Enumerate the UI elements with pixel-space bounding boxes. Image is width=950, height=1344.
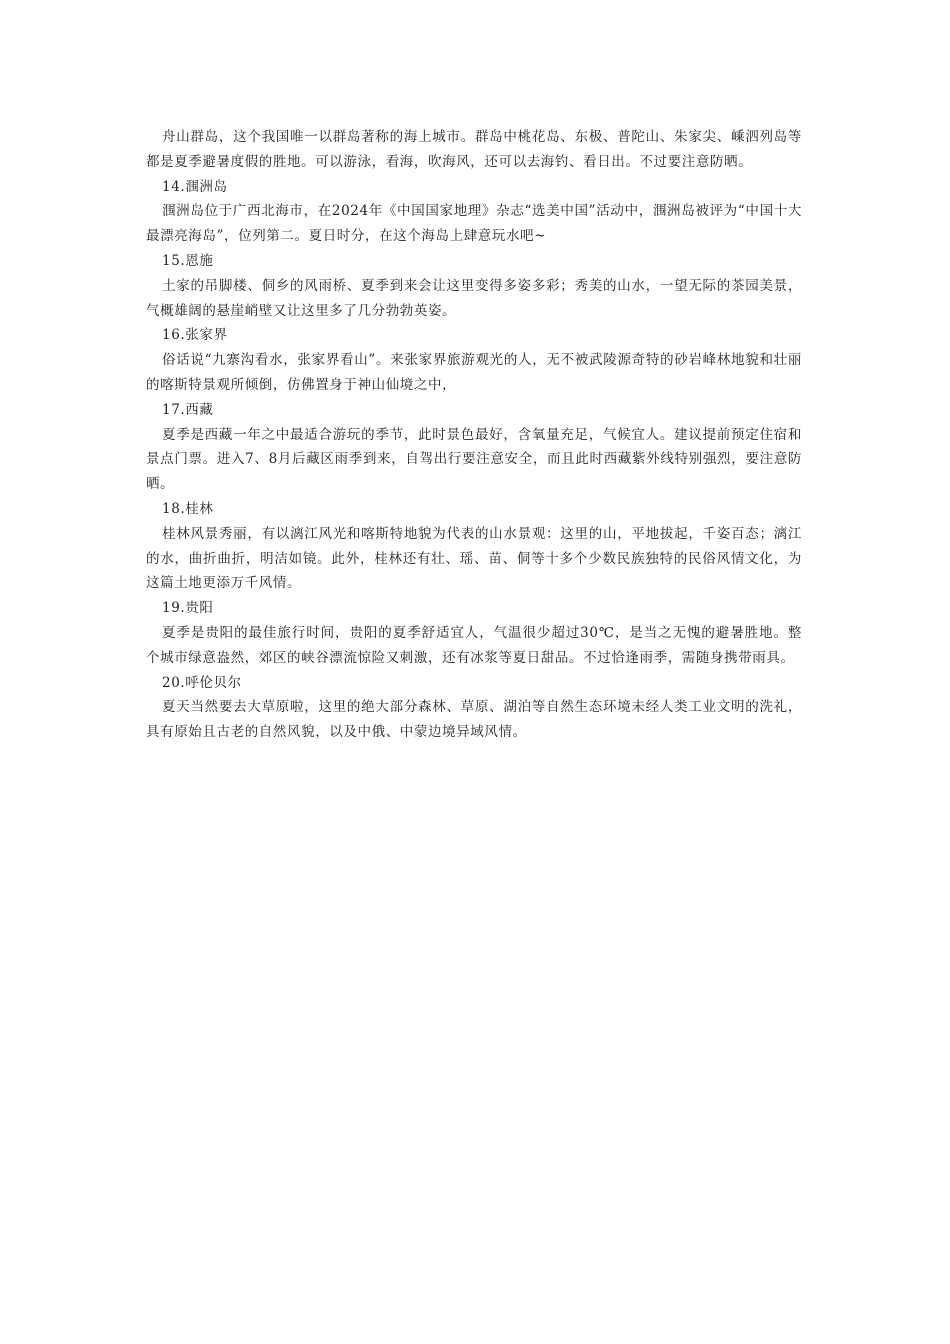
section-body: 涠洲岛位于广西北海市，在2024年《中国国家地理》杂志“选美中国”活动中，涠洲岛被评为“中国十大最漂亮海岛”，位列第二。夏日时分，在这个海岛上肆意玩水吧~ bbox=[146, 203, 802, 245]
section-19 bbox=[146, 596, 802, 670]
section-body: 夏季是贵阳的最佳旅行时间，贵阳的夏季舒适宜人，气温很少超过30℃，是当之无愧的避暑胜地。整个城市绿意盎然，郊区的峡谷漂流惊险又刺激，还有冰浆等夏日甜品。不过恰逢雨季，需随身携带雨具。 bbox=[146, 624, 802, 666]
section-20 bbox=[146, 671, 802, 745]
section-body: 土家的吊脚楼、侗乡的风雨桥、夏季到来会让这里变得多姿多彩；秀美的山水，一望无际的茶园美景，气概雄阔的悬崖峭壁又让这里多了几分勃勃英姿。 bbox=[146, 277, 802, 319]
section-body: 夏天当然要去大草原啦，这里的绝大部分森林、草原、湖泊等自然生态环境未经人类工业文明的洗礼，具有原始且古老的自然风貌，以及中俄、中蒙边境异域风情。 bbox=[146, 699, 802, 741]
section-heading: 14.涠洲岛 bbox=[162, 178, 228, 195]
section-heading: 15.恩施 bbox=[162, 252, 214, 269]
intro-paragraph: 舟山群岛，这个我国唯一以群岛著称的海上城市。群岛中桃花岛、东极、普陀山、朱家尖、嵊泗列岛等都是夏季避暑度假的胜地。可以游泳，看海，吹海风，还可以去海钓、看日出。不过要注意防晒。 bbox=[146, 129, 802, 170]
section-body: 桂林风景秀丽，有以漓江风光和喀斯特地貌为代表的山水景观：这里的山，平地拔起，千姿百态；漓江的水，曲折曲折，明洁如镜。此外，桂林还有壮、瑶、苗、侗等十多个少数民族独特的民俗风情文化，为这篇土地更添万千风情。 bbox=[146, 525, 802, 592]
section-heading: 20.呼伦贝尔 bbox=[162, 674, 242, 691]
section-17 bbox=[146, 398, 802, 497]
section-18 bbox=[146, 497, 802, 596]
section-body: 夏季是西藏一年之中最适合游玩的季节，此时景色最好，含氧量充足，气候宜人。建议提前预定住宿和景点门票。进入7、8月后藏区雨季到来，自驾出行要注意安全，而且此时西藏紫外线特别强烈，要注意防晒。 bbox=[146, 426, 802, 493]
section-15 bbox=[146, 249, 802, 323]
section-heading: 18.桂林 bbox=[162, 500, 214, 517]
section-heading: 19.贵阳 bbox=[162, 600, 214, 617]
section-14 bbox=[146, 175, 802, 249]
section-16 bbox=[146, 323, 802, 397]
section-heading: 17.西藏 bbox=[162, 401, 214, 418]
document-page bbox=[146, 125, 802, 745]
section-heading: 16.张家界 bbox=[162, 327, 228, 344]
section-body: 俗话说“九寨沟看水，张家界看山”。来张家界旅游观光的人，无不被武陵源奇特的砂岩峰林地貌和壮丽的喀斯特景观所倾倒，仿佛置身于神山仙境之中， bbox=[146, 352, 802, 393]
